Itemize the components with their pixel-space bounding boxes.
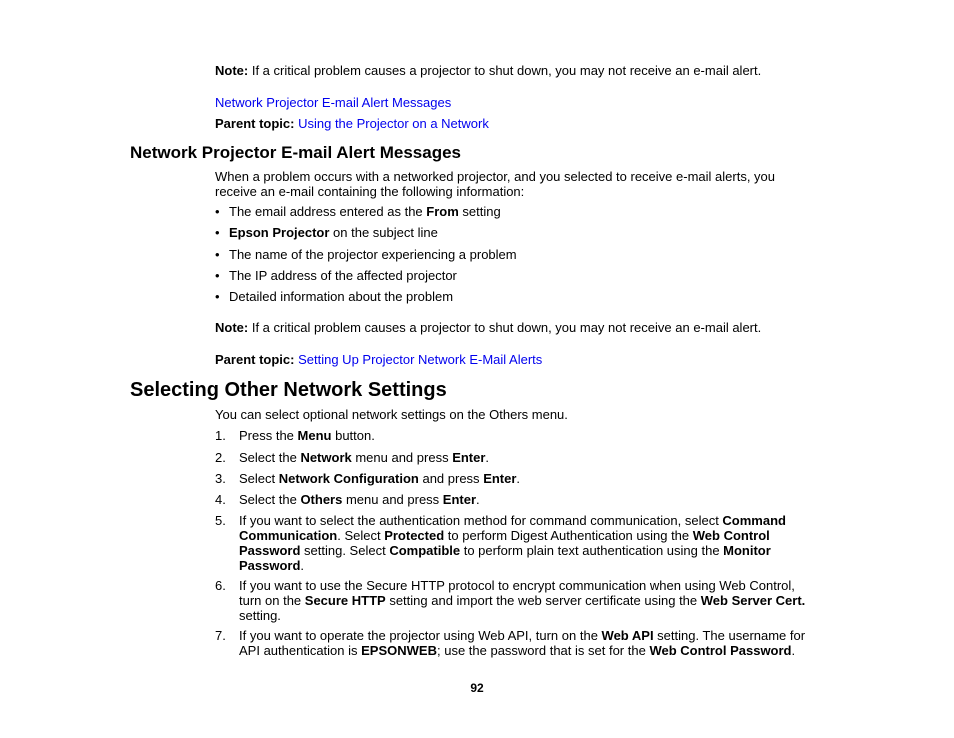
- step-text: menu and press: [351, 450, 453, 465]
- step-text: ; use the password that is set for the: [436, 643, 650, 658]
- step-text: If you want to operate the projector using Web API, turn on the: [239, 628, 602, 643]
- bullet-marker: •: [215, 204, 220, 219]
- step-text: .: [516, 471, 521, 486]
- bullet-text: The email address entered as the: [229, 204, 427, 219]
- step-bold: Monitor Password: [239, 543, 771, 573]
- step-bold: Web API: [601, 628, 654, 643]
- section-heading-email-alerts: Network Projector E-mail Alert Messages: [130, 143, 461, 162]
- step-bold: Web Control Password: [239, 528, 770, 558]
- step-bold: Menu: [297, 428, 332, 443]
- step-bold: Web Server Cert.: [700, 593, 806, 608]
- step-text: setting.: [239, 608, 281, 623]
- step-text: If you want to use the Secure HTTP protocol to encrypt communication when using Web Control, turn on the: [239, 578, 795, 608]
- step-number: 6.: [215, 578, 226, 593]
- step-number: 4.: [215, 492, 226, 507]
- step-number: 2.: [215, 450, 226, 465]
- step-bold: Compatible: [389, 543, 461, 558]
- parent-topic-label: Parent topic:: [215, 352, 295, 367]
- step-text: and press: [418, 471, 484, 486]
- step-text: Select the: [239, 492, 301, 507]
- page-number: 92: [470, 681, 484, 695]
- section-heading-other-network-settings: Selecting Other Network Settings: [130, 379, 447, 401]
- step-text: Select: [239, 471, 279, 486]
- section-intro: When a problem occurs with a networked projector, and you selected to receive e-mail alerts, you receive an e-mail containing the following information:: [215, 169, 775, 199]
- bullet-text: setting: [458, 204, 501, 219]
- bullet-marker: •: [215, 268, 220, 283]
- note-text: If a critical problem causes a projector to shut down, you may not receive an e-mail alert.: [248, 63, 762, 78]
- step-text: setting. The username for API authentication is: [239, 628, 806, 658]
- step-bold: Protected: [384, 528, 445, 543]
- step-text: setting. Select: [300, 543, 390, 558]
- parent-topic-link[interactable]: Using the Projector on a Network: [298, 116, 489, 131]
- step-bold: Secure HTTP: [304, 593, 386, 608]
- step-bold: Web Control Password: [649, 643, 792, 658]
- step-bold: Enter: [452, 450, 486, 465]
- step-number: 5.: [215, 513, 226, 528]
- note-paragraph: [215, 63, 815, 78]
- bullet-text: Detailed information about the problem: [229, 289, 454, 304]
- note-paragraph: [215, 320, 815, 335]
- step-text: menu and press: [342, 492, 443, 507]
- note-text: If a critical problem causes a projector to shut down, you may not receive an e-mail alert.: [248, 320, 762, 335]
- step-text: Select the: [239, 450, 301, 465]
- bullet-text: The name of the projector experiencing a problem: [229, 247, 517, 262]
- bullet-text: The IP address of the affected projector: [229, 268, 457, 283]
- note-label: Note:: [215, 320, 249, 335]
- parent-topic-link[interactable]: Setting Up Projector Network E-Mail Alerts: [298, 352, 543, 367]
- step-number: 1.: [215, 428, 226, 443]
- bullet-bold: Epson Projector: [229, 225, 330, 240]
- bullet-marker: •: [215, 225, 220, 240]
- step-bold: Command Communication: [239, 513, 786, 543]
- step-text: .: [300, 558, 305, 573]
- parent-topic-label: Parent topic:: [215, 116, 295, 131]
- related-topic-link[interactable]: Network Projector E-mail Alert Messages: [215, 95, 452, 110]
- parent-topic-row: [215, 352, 815, 367]
- bullet-bold: From: [426, 204, 459, 219]
- step-bold: Enter: [483, 471, 517, 486]
- step-text: setting and import the web server certificate using the: [385, 593, 701, 608]
- step-text: .: [476, 492, 480, 507]
- step-bold: Network: [300, 450, 352, 465]
- note-label: Note:: [215, 63, 249, 78]
- step-bold: Enter: [442, 492, 477, 507]
- step-bold: Network Configuration: [278, 471, 419, 486]
- step-text: .: [485, 450, 490, 465]
- parent-topic-row: [215, 116, 815, 131]
- related-link-row: [215, 95, 815, 110]
- bullet-text: on the subject line: [329, 225, 438, 240]
- bullet-marker: •: [215, 289, 220, 304]
- step-number: 7.: [215, 628, 226, 643]
- step-text: .: [791, 643, 796, 658]
- bullet-marker: •: [215, 247, 220, 262]
- step-text: . Select: [337, 528, 385, 543]
- step-text: button.: [331, 428, 375, 443]
- step-text: Press the: [239, 428, 298, 443]
- step-text: to perform plain text authentication using the: [460, 543, 724, 558]
- step-text: If you want to select the authentication method for command communication, select: [239, 513, 723, 528]
- section-intro: You can select optional network settings on the Others menu.: [215, 407, 568, 422]
- step-text: to perform Digest Authentication using the: [444, 528, 693, 543]
- step-bold: EPSONWEB: [361, 643, 437, 658]
- step-number: 3.: [215, 471, 226, 486]
- step-bold: Others: [300, 492, 343, 507]
